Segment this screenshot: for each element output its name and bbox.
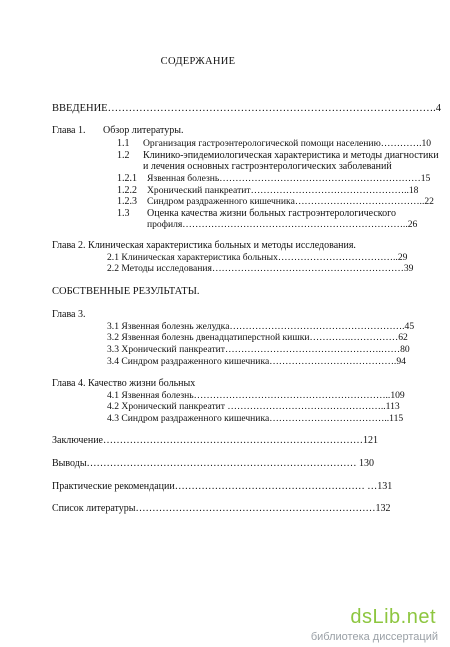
toc-entry: 2.1 Клиническая характеристика больных………………………………..29 [107,252,408,263]
toc-entry: 3.3 Хронический панкреатит………………………………………….……80 [107,344,410,355]
toc-entry: 3.1 Язвенная болезнь желудка……………………………………………….45 [107,321,415,332]
toc-entry: 4.2 Хронический панкреатит …………………………………………..113 [107,401,400,412]
section-number: 1.3 [117,208,130,219]
toc-entry: 4.3 Синдром раздраженного кишечника………………………………..115 [107,413,404,424]
toc-entry-continuation: профиля……………………………………………………………..26 [147,219,418,230]
toc-entry-references: Список литературы………………………………………………………………132 [52,503,391,514]
chapter-1-label: Глава 1. [52,125,86,136]
toc-entry: Синдром раздраженного кишечника…………………………………..22 [147,196,434,207]
toc-entry: Оценка качества жизни больных гастроэнтерологического [147,208,397,219]
chapter-4-title: Глава 4. Качество жизни больных [52,378,196,389]
page-title: СОДЕРЖАНИЕ [160,56,236,67]
toc-entry: 3.2 Язвенная болезнь двенадцатиперстной кишки………….……………62 [107,332,408,343]
section-number: 1.2.3 [117,196,137,207]
chapter-3-label: Глава 3. [52,309,86,320]
section-number: 1.2.2 [117,185,137,196]
section-number: 1.2 [117,150,130,161]
toc-entry: 3.4 Синдром раздраженного кишечника………………………………….94 [107,356,406,367]
toc-entry-findings: Выводы……………………………………………………………………… 130 [52,458,375,469]
toc-entry: Клинико-эпидемиологическая характеристика и методы диагностики [143,150,439,161]
section-heading-results: СОБСТВЕННЫЕ РЕЗУЛЬТАТЫ. [52,286,200,297]
toc-entry-recommendations: Практические рекомендации………………………………………………… …131 [52,481,393,492]
section-number: 1.1 [117,138,130,149]
section-number: 1.2.1 [117,173,137,184]
toc-entry: Хронический панкреатит…………………………………………..18 [147,185,419,196]
toc-entry: 4.1 Язвенная болезнь……………………………………………………..109 [107,390,405,401]
toc-entry: 2.2 Методы исследования……………………………………………………39 [107,263,414,274]
toc-entry: Организация гастроэнтерологической помощи населению………….10 [143,138,432,149]
toc-entry-continuation: и лечения основных гастроэнтерологических заболеваний [143,161,392,172]
chapter-1-title: Обзор литературы. [103,125,184,136]
watermark-subtitle: библиотека диссертаций [310,631,438,643]
toc-entry: Язвенная болезнь………………………………………………………15 [147,173,431,184]
toc-entry-introduction: ВВЕДЕНИЕ………………………………………………………………………………….4 [52,103,441,114]
chapter-2-title: Глава 2. Клиническая характеристика больных и методы исследования. [52,240,356,251]
toc-entry-conclusion: Заключение……………………………………………………………………121 [52,435,378,446]
watermark-logo: dsLib.net [350,606,436,628]
